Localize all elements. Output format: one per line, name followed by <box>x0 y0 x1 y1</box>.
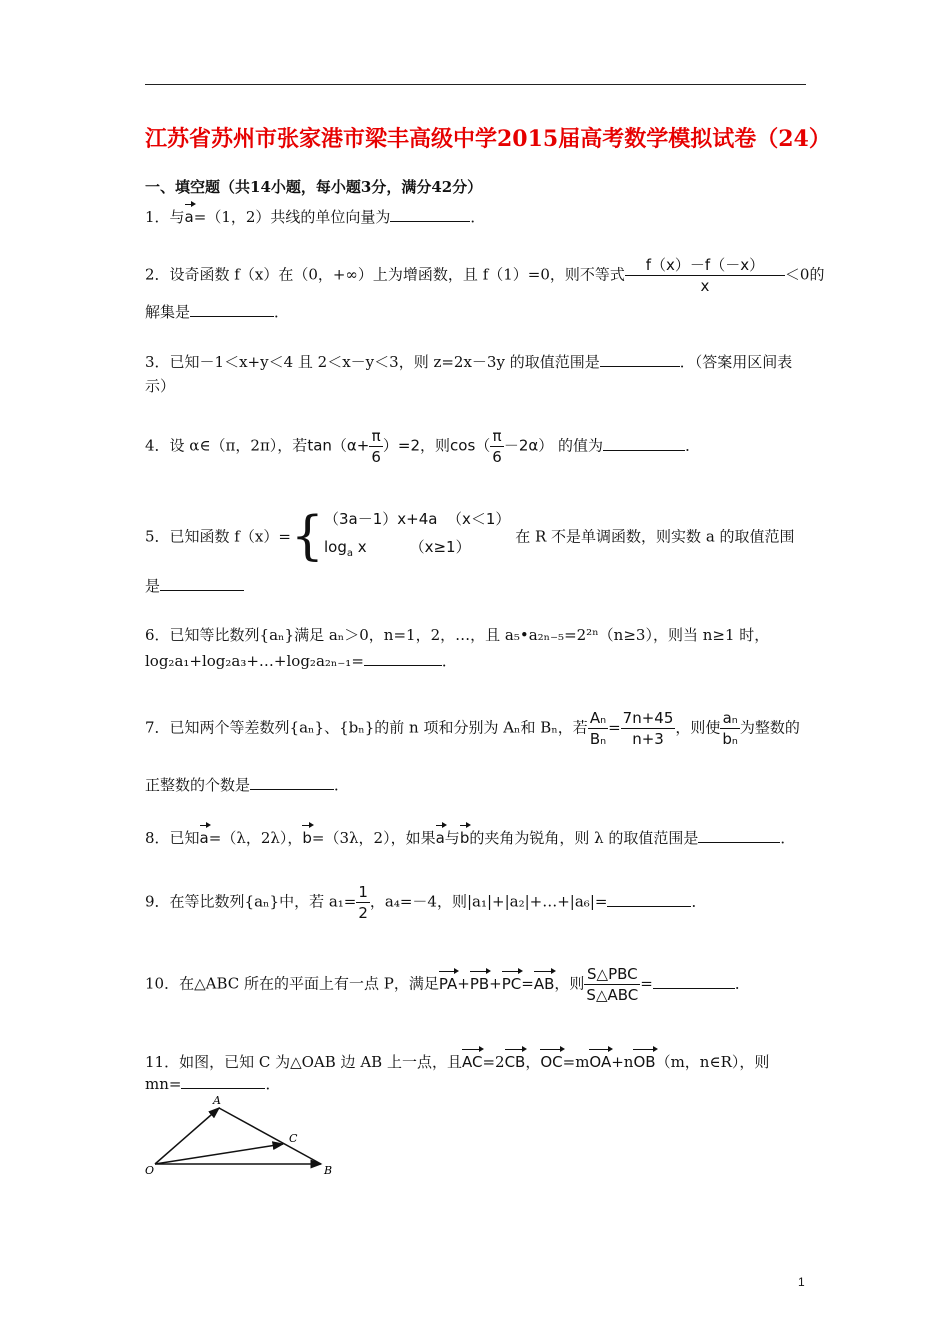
answer-blank <box>181 1074 265 1089</box>
question-4: 4．设 α∈（π，2π），若tan（α+ $\frac{\pi}{6}$ ）=2，则cos（ $\frac{\pi}{6}$ －2α） 的值为 ． <box>145 427 701 466</box>
vector-a: a <box>185 201 194 227</box>
vector-pb: PB <box>470 968 489 994</box>
question-1: 1．与a=（1，2）共线的单位向量为 ． <box>145 201 485 227</box>
answer-blank <box>250 775 334 790</box>
vector-oc: OC <box>540 1046 562 1072</box>
header-rule <box>145 84 806 85</box>
fraction: $\frac{7n+45}{n+3}$ <box>622 709 674 748</box>
vector-a: a <box>436 822 445 848</box>
page-number: 1 <box>798 1275 805 1289</box>
question-7-line2: 正整数的个数是 ． <box>145 776 350 794</box>
question-10: 10．在△ABC 所在的平面上有一点 P，满足PA+PB+PC=AB，则 $\frac{\text{S△PBC}}{\text{S△ABC}}$ = ． <box>145 965 750 1004</box>
answer-blank <box>603 436 685 451</box>
question-11-line2: mn= ． <box>145 1075 281 1093</box>
vector-b: b <box>460 822 470 848</box>
fraction: $\frac{\pi}{6}$ <box>492 427 502 466</box>
question-5: 5．已知函数 f（x）={ （3a－1）x+4a （x＜1） $\log_a x$ （x≥1） 在 R 不是单调函数，则实数 a 的取值范围 <box>145 506 795 567</box>
fraction: $\frac{\text{Aₙ}}{\text{Bₙ}}$ <box>589 709 607 748</box>
question-3-line2: 示） <box>145 377 176 395</box>
answer-blank <box>698 828 780 843</box>
vector-oa: OA <box>589 1046 611 1072</box>
question-6-line2: log₂a₁+log₂a₃+…+log₂a₂ₙ₋₁= ． <box>145 652 457 670</box>
fraction: $\frac{\text{S△PBC}}{\text{S△ABC}}$ <box>586 965 639 1004</box>
triangle-figure <box>143 1092 343 1182</box>
segment-ab <box>219 1108 321 1164</box>
fraction: $\frac{\pi}{6}$ <box>371 427 381 466</box>
question-5-line2: 是 <box>145 576 244 596</box>
answer-blank <box>607 892 691 907</box>
answer-blank <box>190 302 274 317</box>
question-11: 11．如图，已知 C 为△OAB 边 AB 上一点，且AC=2CB，OC=mOA+nOB（m，n∈R），则 <box>145 1046 769 1072</box>
vector-a: a <box>200 822 209 848</box>
section-heading: 一、填空题（共14小题，每小题3分，满分42分） <box>145 178 483 196</box>
vector-pa: PA <box>439 968 457 994</box>
vector-pc: PC <box>502 968 522 994</box>
fraction: $\frac{\text{aₙ}}{\text{bₙ}}$ <box>722 709 738 748</box>
vector-ac: AC <box>462 1046 482 1072</box>
question-9: 9．在等比数列{aₙ}中，若 a₁= $\frac{1}{2}$ ，a₄=－4，则|a₁|+|a₂|+…+|a₆|= ． <box>145 883 707 922</box>
vector-cb: CB <box>505 1046 526 1072</box>
vector-b: b <box>302 822 312 848</box>
answer-blank <box>390 207 470 222</box>
question-6: 6．已知等比数列{aₙ}满足 aₙ＞0，n=1，2，…，且 a₅•a₂ₙ₋₅=2²ⁿ（n≥3），则当 n≥1 时， <box>145 626 770 644</box>
piecewise-cases: （3a－1）x+4a （x＜1） $\log_a x$ （x≥1） <box>324 510 511 559</box>
exam-title: 江苏省苏州市张家港市梁丰高级中学2015届高考数学模拟试卷（24） <box>145 126 831 152</box>
vector-ab: AB <box>534 968 555 994</box>
fraction: $\frac{f(x)-f(-x)}{x}$ <box>625 255 785 296</box>
left-brace: { <box>290 506 324 567</box>
answer-blank <box>364 651 442 666</box>
question-2-line2: 解集是 ． <box>145 303 290 321</box>
label-c: C <box>289 1132 298 1145</box>
label-o: O <box>145 1164 155 1177</box>
fraction: $\frac{1}{2}$ <box>358 883 368 922</box>
label-a: A <box>213 1094 221 1107</box>
question-8: 8．已知a=（λ，2λ），b=（3λ，2），如果a与b的夹角为锐角，则 λ 的取值范围是 ． <box>145 822 795 848</box>
answer-blank <box>653 974 735 989</box>
answer-blank <box>600 352 680 367</box>
question-2: 2．设奇函数 f（x）在（0，+∞）上为增函数，且 f（1）=0，则不等式 $\frac{f(x)-f(-x)}{x}$ ＜0的 <box>145 256 825 295</box>
answer-blank <box>160 576 244 591</box>
vector-ob: OB <box>633 1046 655 1072</box>
label-b: B <box>324 1164 333 1177</box>
question-7: 7．已知两个等差数列{aₙ}、{bₙ}的前 n 项和分别为 Aₙ和 Bₙ，若 $\frac{\text{Aₙ}}{\text{Bₙ}}$ = $\frac{7n+45}{n+3}$ ，则使 $\frac{\text{aₙ}}{\text{bₙ}}$ 为整数的 <box>145 709 800 748</box>
question-3: 3．已知－1＜x+y＜4 且 2＜x－y＜3，则 z=2x－3y 的取值范围是 ．（答案用区间表 <box>145 353 793 371</box>
